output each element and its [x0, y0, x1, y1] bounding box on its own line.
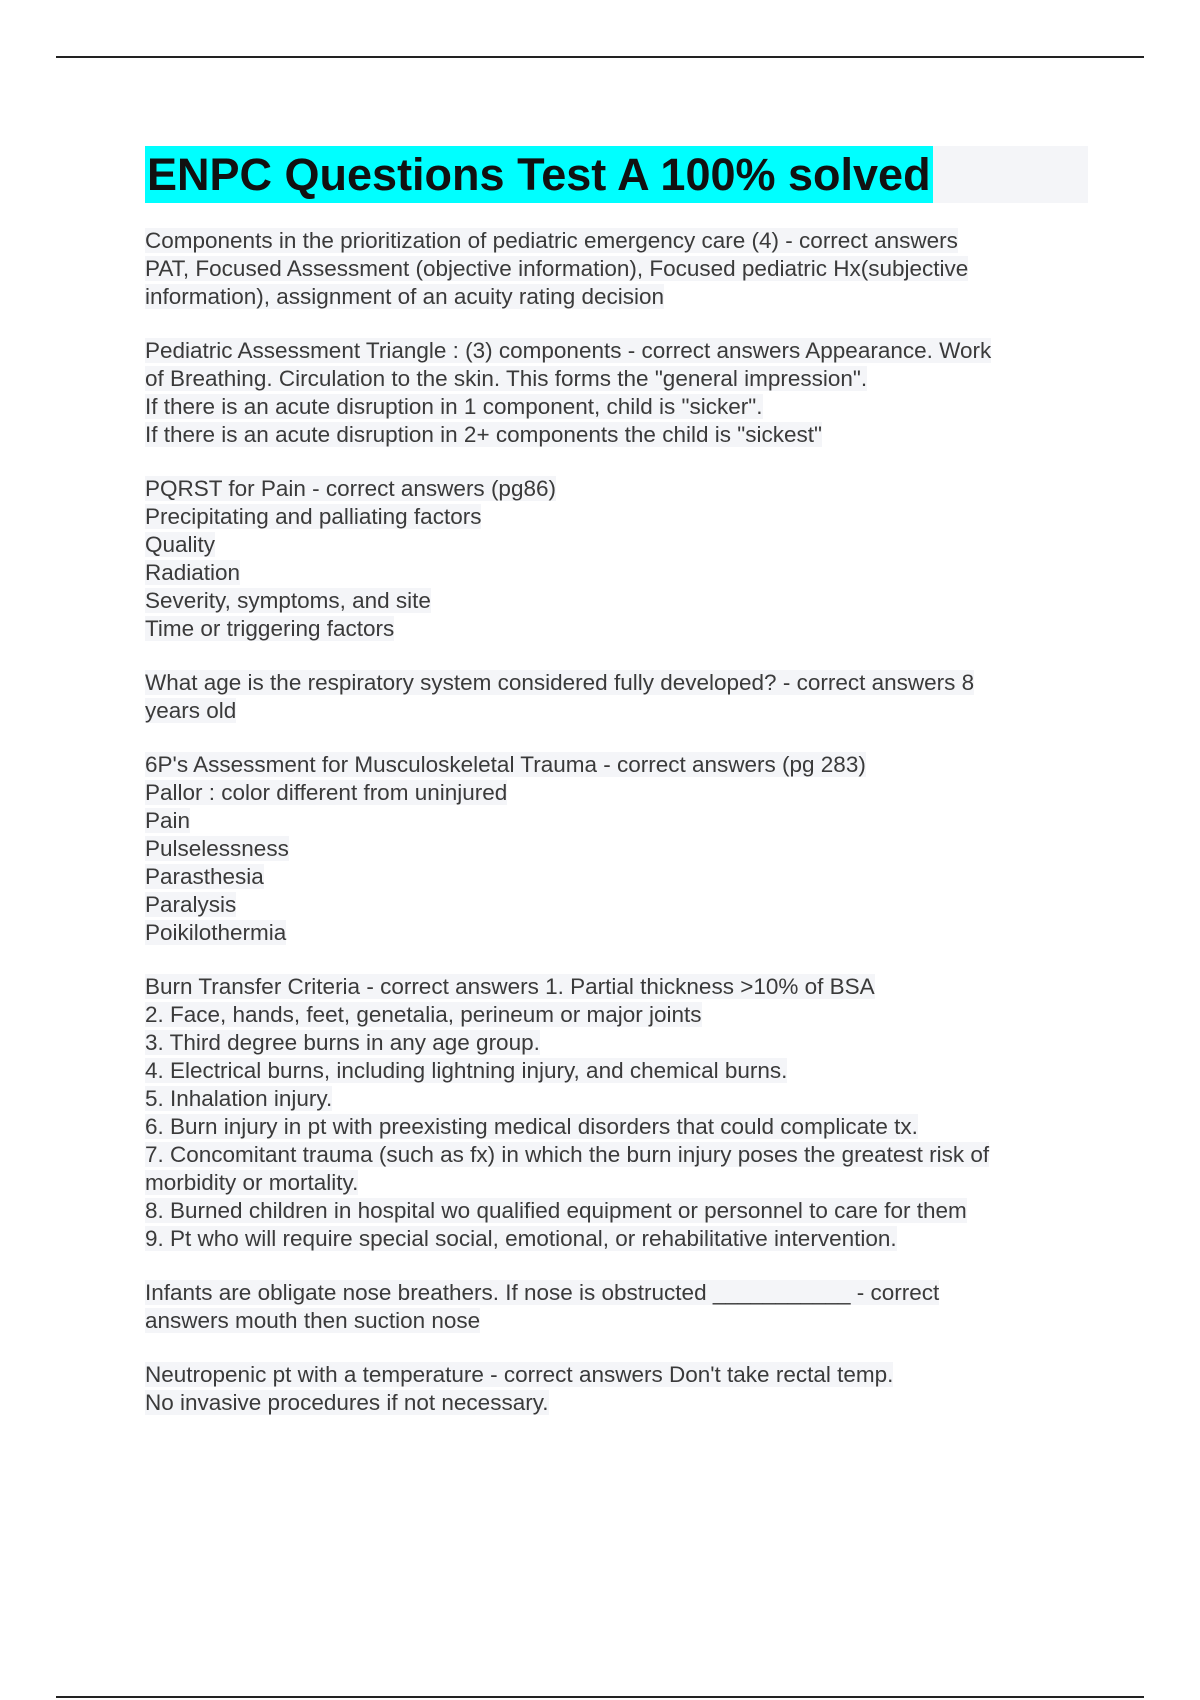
qa-line [145, 337, 1090, 365]
qa-line [145, 1113, 1090, 1141]
qa-line-text: information), assignment of an acuity rating decision [145, 284, 665, 309]
qa-list [145, 227, 1090, 1417]
qa-line-text: Infants are obligate nose breathers. If nose is obstructed ___________ - correct [145, 1280, 940, 1305]
qa-line-text: morbidity or mortality. [145, 1170, 359, 1195]
qa-line [145, 891, 1090, 919]
qa-line-text: 8. Burned children in hospital wo qualified equipment or personnel to care for them [145, 1198, 967, 1223]
qa-line [145, 1169, 1090, 1197]
qa-line-text: 6P's Assessment for Musculoskeletal Trauma - correct answers (pg 283) [145, 752, 866, 777]
qa-line [145, 807, 1090, 835]
qa-line [145, 697, 1090, 725]
qa-line-text: Parasthesia [145, 864, 264, 889]
qa-line-text: Burn Transfer Criteria - correct answers 1. Partial thickness >10% of BSA [145, 974, 875, 999]
qa-line-text: 9. Pt who will require special social, emotional, or rehabilitative intervention. [145, 1226, 897, 1251]
document-title: ENPC Questions Test A 100% solved [145, 146, 933, 203]
qa-line-text: No invasive procedures if not necessary. [145, 1390, 549, 1415]
qa-line-text: PQRST for Pain - correct answers (pg86) [145, 476, 556, 501]
qa-line-text: 2. Face, hands, feet, genetalia, perineum or major joints [145, 1002, 702, 1027]
qa-line-text: What age is the respiratory system considered fully developed? - correct answers 8 [145, 670, 975, 695]
qa-item [145, 669, 1090, 725]
qa-line-text: answers mouth then suction nose [145, 1308, 481, 1333]
qa-line [145, 1361, 1090, 1389]
qa-line [145, 779, 1090, 807]
qa-line-text: Quality [145, 532, 216, 557]
qa-line [145, 615, 1090, 643]
qa-line [145, 1085, 1090, 1113]
qa-line-text: 7. Concomitant trauma (such as fx) in which the burn injury poses the greatest risk of [145, 1142, 990, 1167]
qa-line [145, 421, 1090, 449]
qa-line [145, 863, 1090, 891]
qa-line [145, 1057, 1090, 1085]
qa-line [145, 531, 1090, 559]
qa-line [145, 835, 1090, 863]
qa-line [145, 475, 1090, 503]
qa-line-text: Pulselessness [145, 836, 289, 861]
qa-item [145, 475, 1090, 643]
qa-line [145, 1029, 1090, 1057]
qa-line [145, 283, 1090, 311]
qa-item [145, 751, 1090, 947]
qa-line [145, 1389, 1090, 1417]
qa-line-text: 6. Burn injury in pt with preexisting medical disorders that could complicate tx. [145, 1114, 918, 1139]
qa-line [145, 669, 1090, 697]
qa-line-text: of Breathing. Circulation to the skin. This forms the "general impression". [145, 366, 868, 391]
qa-line-text: Pediatric Assessment Triangle : (3) components - correct answers Appearance. Work [145, 338, 992, 363]
qa-line [145, 1001, 1090, 1029]
qa-line [145, 559, 1090, 587]
qa-line [145, 1225, 1090, 1253]
qa-item [145, 1279, 1090, 1335]
qa-item [145, 973, 1090, 1253]
qa-line-text: 3. Third degree burns in any age group. [145, 1030, 540, 1055]
qa-line [145, 973, 1090, 1001]
qa-line-text: Components in the prioritization of pediatric emergency care (4) - correct answers [145, 228, 958, 253]
qa-item [145, 1361, 1090, 1417]
qa-line-text: Precipitating and palliating factors [145, 504, 482, 529]
qa-line-text: Radiation [145, 560, 241, 585]
qa-line [145, 365, 1090, 393]
bottom-divider [56, 1696, 1144, 1698]
qa-item [145, 227, 1090, 311]
qa-line [145, 1141, 1090, 1169]
qa-line [145, 1307, 1090, 1335]
qa-line-text: 5. Inhalation injury. [145, 1086, 333, 1111]
qa-line [145, 751, 1090, 779]
qa-line-text: years old [145, 698, 237, 723]
qa-item [145, 337, 1090, 449]
qa-line [145, 503, 1090, 531]
qa-line [145, 255, 1090, 283]
qa-line [145, 919, 1090, 947]
qa-line-text: Pain [145, 808, 191, 833]
qa-line-text: Poikilothermia [145, 920, 287, 945]
qa-line-text: 4. Electrical burns, including lightning injury, and chemical burns. [145, 1058, 788, 1083]
qa-line-text: PAT, Focused Assessment (objective information), Focused pediatric Hx(subjective [145, 256, 969, 281]
qa-line [145, 1197, 1090, 1225]
qa-line-text: Time or triggering factors [145, 616, 395, 641]
qa-line-text: Severity, symptoms, and site [145, 588, 431, 613]
qa-line-text: Pallor : color different from uninjured [145, 780, 508, 805]
title-band [145, 146, 1088, 203]
qa-line-text: If there is an acute disruption in 1 component, child is "sicker". [145, 394, 763, 419]
qa-line-text: Neutropenic pt with a temperature - correct answers Don't take rectal temp. [145, 1362, 894, 1387]
qa-line-text: If there is an acute disruption in 2+ components the child is "sickest" [145, 422, 822, 447]
top-divider [56, 56, 1144, 58]
qa-line [145, 227, 1090, 255]
qa-line-text: Paralysis [145, 892, 237, 917]
qa-line [145, 393, 1090, 421]
qa-line [145, 587, 1090, 615]
qa-line [145, 1279, 1090, 1307]
document-page [145, 146, 1090, 1417]
